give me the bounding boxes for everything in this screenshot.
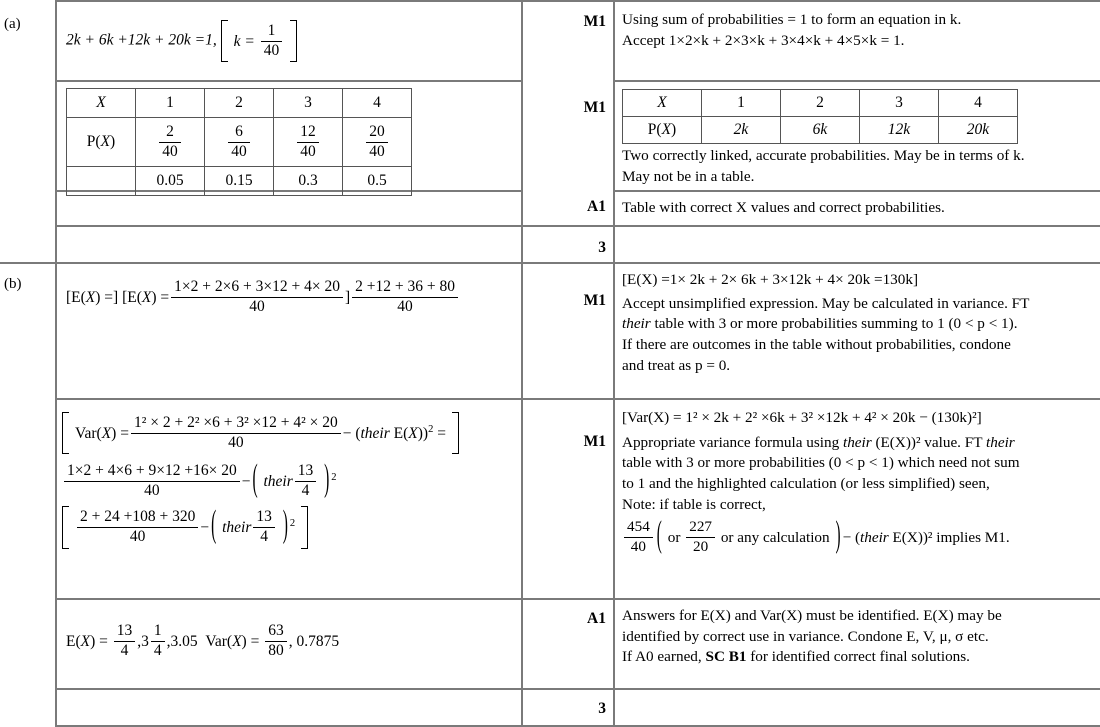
- vrule-work-col: [521, 0, 523, 727]
- mark-a-total: 3: [598, 239, 606, 256]
- mark-b-m1-ex: M1: [583, 292, 606, 309]
- calc-tail-b: E(X))² implies M1.: [888, 529, 1010, 547]
- their-fraction-3: $\frac{13}{4}$: [253, 508, 275, 546]
- answer-var-fraction: $\frac{63}{80}$: [265, 622, 287, 660]
- comment-line: Accept 1×2×k + 2×3×k + 3×4×k + 4×5×k = 1.: [622, 31, 905, 49]
- ex-close-bracket: ]: [344, 289, 351, 307]
- comment-line: Two correctly linked, accurate probabilities. May be in terms of k.: [622, 147, 1025, 164]
- cell-x-1: 1: [702, 90, 781, 117]
- comment-line: Accept unsimplified expression. May be calculated in variance. FT: [622, 294, 1030, 312]
- comment-seg: (E(X))² value. FT: [871, 433, 987, 451]
- table-row-probability: [623, 117, 1018, 144]
- part-label-b: (b): [4, 276, 22, 292]
- var-line-3-bracket: [62, 506, 308, 548]
- cell-x-2: 2: [781, 90, 860, 117]
- comment-b-m1-ex: [622, 270, 1094, 376]
- comment-bracket: [Var(X) = 1² × 2k + 2² ×6k + 3² ×12k + 4² × 20k − (130k)²]: [622, 409, 982, 426]
- calc-fraction-227: $\frac{227}{20}$: [686, 518, 715, 555]
- mark-b-m1-var: M1: [583, 433, 606, 450]
- comment-line: Answers for E(X) and Var(X) must be identified. E(X) may be: [622, 607, 1002, 624]
- cell-p-1: 2k: [702, 117, 781, 144]
- comment-a-m1-second: [622, 89, 1092, 187]
- var-power-3: 2: [289, 518, 296, 530]
- comment-b-a1: [622, 606, 1094, 668]
- comment-seg: If A0 earned,: [622, 648, 706, 666]
- hrule-a-m1: [613, 80, 1100, 82]
- mark-a-a1: A1: [587, 198, 606, 215]
- comment-seg: Appropriate variance formula using: [622, 433, 843, 451]
- cell-decimal-4: 0.5: [343, 167, 412, 196]
- calc-or-1: or: [667, 529, 681, 547]
- hrule-b-total: [55, 688, 1100, 690]
- cell-x-4: 4: [343, 89, 412, 118]
- answer-sep-2: ,: [166, 633, 171, 651]
- comment-b-m1-var: [622, 408, 1098, 556]
- answer-ex-decimal: 3.05: [170, 633, 198, 651]
- their-3: their: [222, 519, 252, 537]
- comment-bracket: [E(X) =1× 2k + 2× 6k + 3×12k + 4× 20k =130k]: [622, 271, 919, 288]
- ex-fraction-1: $\frac{1\times 2 + 2\times 6 + 3\times 12 + 4\times 20}{40}$: [171, 278, 343, 316]
- answer-ex-mixed-fraction: $\frac{1}{4}$: [151, 622, 165, 660]
- their-fraction-2: $\frac{13}{4}$: [295, 462, 317, 500]
- cell-p-2: $\frac{6}{40}$: [205, 118, 274, 167]
- sc-b1-emph: SC B1: [705, 648, 747, 666]
- comment-line: table with 3 or more probabilities (0 < p < 1) which need not sum: [622, 454, 1020, 472]
- answer-var-decimal: 0.7875: [296, 633, 340, 651]
- mark-b-total: 3: [598, 700, 606, 717]
- cell-p-2: 6k: [781, 117, 860, 144]
- hrule-top: [55, 0, 1100, 2]
- var-fraction-2: $\frac{1\times 2 + 4\times 6 + 9\times 12 +16\times 20}{40}$: [64, 462, 240, 500]
- comment-line: and treat as p = 0.: [622, 356, 731, 374]
- var-label: Var(X) =: [75, 425, 129, 443]
- calc-fraction-454: $\frac{454}{40}$: [624, 518, 653, 555]
- comment-line: May not be in a table.: [622, 167, 755, 185]
- var-line-1-tail: − (their E(X))$^2$ =: [342, 423, 446, 443]
- k-value-bracket: [221, 20, 298, 62]
- part-a-equation: [66, 20, 506, 62]
- comment-line: [622, 433, 1098, 454]
- their-emph: their: [986, 433, 1015, 451]
- comment-line: If there are outcomes in the table without probabilities, condone: [622, 336, 1011, 354]
- var-paren-3: [209, 508, 290, 546]
- cell-p-3: $\frac{12}{40}$: [274, 118, 343, 167]
- cell-p-3: 12k: [860, 117, 939, 144]
- cell-x-1: 1: [136, 89, 205, 118]
- cell-decimal-3: 0.3: [274, 167, 343, 196]
- calc-paren: [655, 518, 843, 555]
- comment-line: Note: if table is correct,: [622, 495, 766, 513]
- var-line-3: [62, 506, 522, 548]
- mark-a-m1-first: M1: [583, 13, 606, 30]
- equation-lhs: 2k + 6k +12k + 20k =1,: [66, 31, 217, 49]
- comment-line: Table with correct X values and correct probabilities.: [622, 199, 945, 216]
- cell-x-3: 3: [860, 90, 939, 117]
- cell-x-header: X: [623, 90, 702, 117]
- ex-prefix: [E(X) =] [E(X) =: [66, 289, 170, 307]
- table-row-decimal: [67, 167, 412, 196]
- vrule-mark-col: [613, 0, 615, 727]
- answer-ex-label: E(X) =: [66, 633, 108, 651]
- comment-line: [622, 314, 1094, 335]
- cell-p-header: P(X): [67, 118, 136, 167]
- comment-calculation: [622, 518, 1098, 555]
- part-b-answers: [66, 622, 516, 660]
- comment-line-rest: table with 3 or more probabilities summing to 1 (0 < p < 1).: [650, 315, 1018, 333]
- mark-a-m1-second: M1: [583, 99, 606, 116]
- comment-line: [622, 647, 1094, 668]
- cell-p-header: P(X): [623, 117, 702, 144]
- table-row-x: [623, 90, 1018, 117]
- their-emph: their: [842, 433, 872, 451]
- part-a-k-table: [622, 89, 1018, 144]
- comment-line: identified by correct use in variance. Condone E, V, μ, σ etc.: [622, 627, 989, 645]
- their-emph: their: [860, 529, 889, 547]
- their-2: their: [263, 473, 293, 491]
- var-fraction-1: $\frac{\text{1² × 2 + 2² ×6 + 3² ×12 + 4² × 20}}{40}$: [131, 414, 341, 452]
- part-label-a: (a): [4, 16, 21, 32]
- cell-x-3: 3: [274, 89, 343, 118]
- answer-ex-fraction: $\frac{13}{4}$: [114, 622, 136, 660]
- var-line-1: [62, 412, 522, 454]
- calc-tail-a: − (: [842, 529, 861, 547]
- cell-x-4: 4: [939, 90, 1018, 117]
- var-line-2: [62, 462, 522, 500]
- part-b-var-expression: [62, 412, 522, 549]
- hrule-a-eq: [55, 80, 521, 82]
- table-row-probability: [67, 118, 412, 167]
- part-a-probability-table: [66, 88, 412, 196]
- var-minus-2: −: [241, 473, 251, 491]
- vrule-label-col: [55, 0, 57, 727]
- cell-p-4: $\frac{20}{40}$: [343, 118, 412, 167]
- k-fraction: $\frac{1}{40}$: [261, 22, 283, 60]
- var-paren-2: [250, 462, 331, 500]
- var-minus-3: −: [200, 519, 210, 537]
- their-emph: their: [622, 315, 651, 333]
- ex-fraction-2: $\frac{2 +12 + 36 + 80}{40}$: [352, 278, 458, 316]
- k-equals: k =: [233, 33, 255, 51]
- cell-x-2: 2: [205, 89, 274, 118]
- comment-a-m1-first: [622, 10, 1092, 51]
- hrule-b-answers: [55, 598, 1100, 600]
- hrule-part-b: [0, 262, 1100, 264]
- var-power-2: 2: [331, 472, 337, 484]
- calc-tail: [843, 529, 1010, 546]
- calc-or-2: or any calculation: [720, 529, 830, 547]
- hrule-a-a1: [613, 190, 1100, 192]
- cell-x-header: X: [67, 89, 136, 118]
- comment-a-a1: [622, 198, 1092, 219]
- answer-var-sep: ,: [288, 633, 293, 651]
- cell-decimal-header: [67, 167, 136, 196]
- var-fraction-3: $\frac{2 + 24 +108 + 320}{40}$: [77, 508, 198, 546]
- table-row-x: [67, 89, 412, 118]
- mark-b-a1: A1: [587, 610, 606, 627]
- comment-seg: for identified correct final solutions.: [746, 648, 970, 666]
- answer-sep-1: ,: [137, 633, 142, 651]
- comment-line: to 1 and the highlighted calculation (or less simplified) seen,: [622, 475, 990, 493]
- hrule-b-var: [55, 398, 1100, 400]
- answer-ex-whole: 3: [141, 633, 149, 651]
- part-b-ex-expression: [66, 278, 516, 316]
- hrule-a-total: [55, 225, 1100, 227]
- var-line-1-bracket: [62, 412, 459, 454]
- cell-decimal-2: 0.15: [205, 167, 274, 196]
- cell-p-4: 20k: [939, 117, 1018, 144]
- answer-var-label: Var(X) =: [205, 633, 260, 651]
- comment-line: Using sum of probabilities = 1 to form an equation in k.: [622, 11, 962, 28]
- cell-decimal-1: 0.05: [136, 167, 205, 196]
- cell-p-1: $\frac{2}{40}$: [136, 118, 205, 167]
